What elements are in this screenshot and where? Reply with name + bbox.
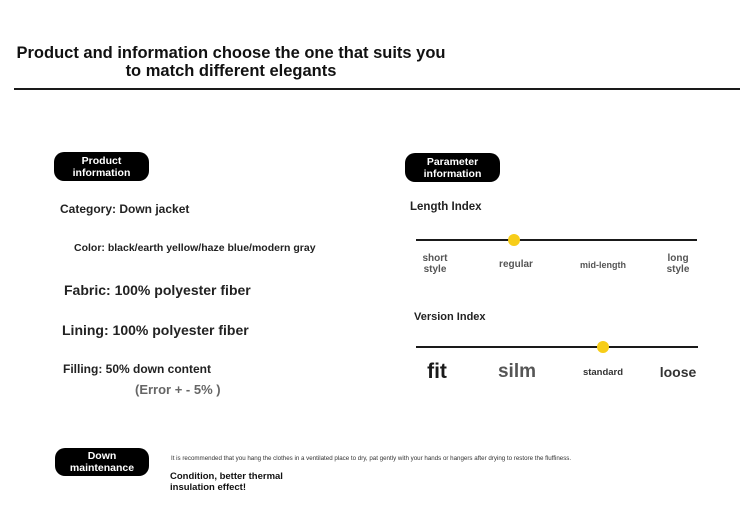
length-index-title: Length Index <box>410 201 482 213</box>
parameter-information-badge <box>405 153 500 182</box>
version-index-scale <box>416 346 698 348</box>
label-line: long <box>667 253 689 264</box>
label-line: silm <box>497 361 537 382</box>
effect-line: insulation effect! <box>170 482 247 493</box>
error-margin-text: (Error + - 5% ) <box>135 382 221 397</box>
header-divider <box>14 88 740 90</box>
length-index-scale <box>416 239 697 241</box>
lining-text: Lining: 100% polyester fiber <box>62 322 249 338</box>
length-index-marker <box>508 234 520 246</box>
length-label-long-style <box>667 253 690 275</box>
version-label-fit <box>427 360 447 384</box>
version-label-standard <box>583 367 623 378</box>
badge-line: Product <box>81 154 122 167</box>
length-label-mid-length <box>580 260 626 270</box>
title-line-1: Product and information choose the one that suits you <box>16 44 446 62</box>
version-label-silm <box>498 361 536 383</box>
label-line: regular <box>499 259 533 270</box>
maintenance-effect <box>170 471 283 493</box>
filling-text: Filling: 50% down content <box>63 362 211 376</box>
length-label-short-style <box>423 253 448 275</box>
version-label-loose <box>660 364 697 380</box>
down-maintenance-badge <box>55 448 149 476</box>
label-line: loose <box>659 364 697 380</box>
title-line-2: to match different elegants <box>125 62 337 80</box>
fabric-text: Fabric: 100% polyester fiber <box>64 282 251 298</box>
label-line: mid-length <box>580 260 626 270</box>
effect-line: Condition, better thermal <box>170 471 283 482</box>
category-text: Category: Down jacket <box>60 202 190 216</box>
version-index-title: Version Index <box>414 311 486 323</box>
badge-line: information <box>423 167 482 180</box>
badge-line: Parameter <box>426 155 479 168</box>
badge-line: maintenance <box>69 462 135 474</box>
version-index-marker <box>597 341 609 353</box>
label-line: style <box>423 264 447 275</box>
badge-line: Down <box>87 450 117 462</box>
label-line: standard <box>582 367 624 378</box>
maintenance-note: It is recommended that you hang the clothes in a ventilated place to dry, pat gently with your hands or hangers after drying to restore the fluffiness. <box>171 455 572 462</box>
color-text: Color: black/earth yellow/haze blue/modern gray <box>74 242 316 254</box>
label-line: short <box>422 253 448 264</box>
page-title <box>0 44 462 80</box>
length-label-regular <box>499 259 533 270</box>
product-information-badge <box>54 152 149 181</box>
label-line: fit <box>427 360 447 383</box>
badge-line: information <box>72 166 131 179</box>
label-line: style <box>666 264 690 275</box>
